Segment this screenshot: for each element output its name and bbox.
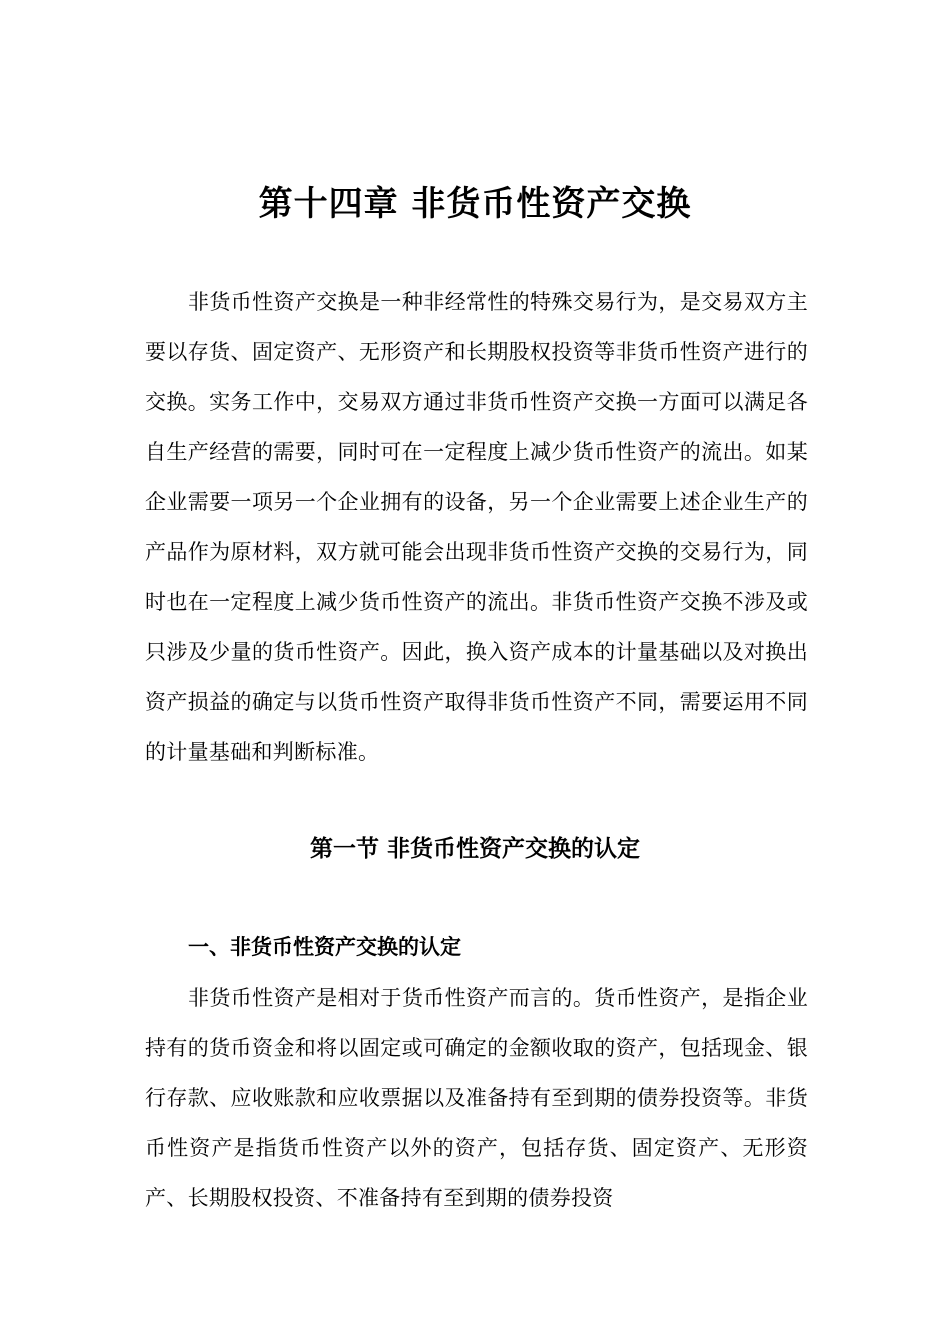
subsection-title: 一、非货币性资产交换的认定 (188, 934, 461, 959)
intro-paragraph: 非货币性资产交换是一种非经常性的特殊交易行为，是交易双方主要以存货、固定资产、无形资产和长期股权投资等非货币性资产进行的交换。实务工作中，交易双方通过非货币性资产交换一方面可以满足各自生产经营的需要，同时可在一定程度上减少货币性资产的流出。如某企业需要一项另一个企业拥有的设备，另一个企业需要上述企业生产的产品作为原材料，双方就可能会出现非货币性资产交换的交易行为，同时也在一定程度上减少货币性资产的流出。非货币性资产交换不涉及或只涉及少量的货币性资产。因此，换入资产成本的计量基础以及对换出资产损益的确定与以货币性资产取得非货币性资产不同，需要运用不同的计量基础和判断标准。 (145, 290, 808, 764)
section-title: 第一节 非货币性资产交换的认定 (309, 835, 640, 862)
chapter-title: 第十四章 非货币性资产交换 (258, 184, 692, 224)
body-paragraph: 非货币性资产是相对于货币性资产而言的。货币性资产，是指企业持有的货币资金和将以固定或可确定的金额收取的资产，包括现金、银行存款、应收账款和应收票据以及准备持有至到期的债券投资等。非货币性资产是指货币性资产以外的资产，包括存货、固定资产、无形资产、长期股权投资、不准备持有至到期的债券投资 (145, 986, 808, 1210)
